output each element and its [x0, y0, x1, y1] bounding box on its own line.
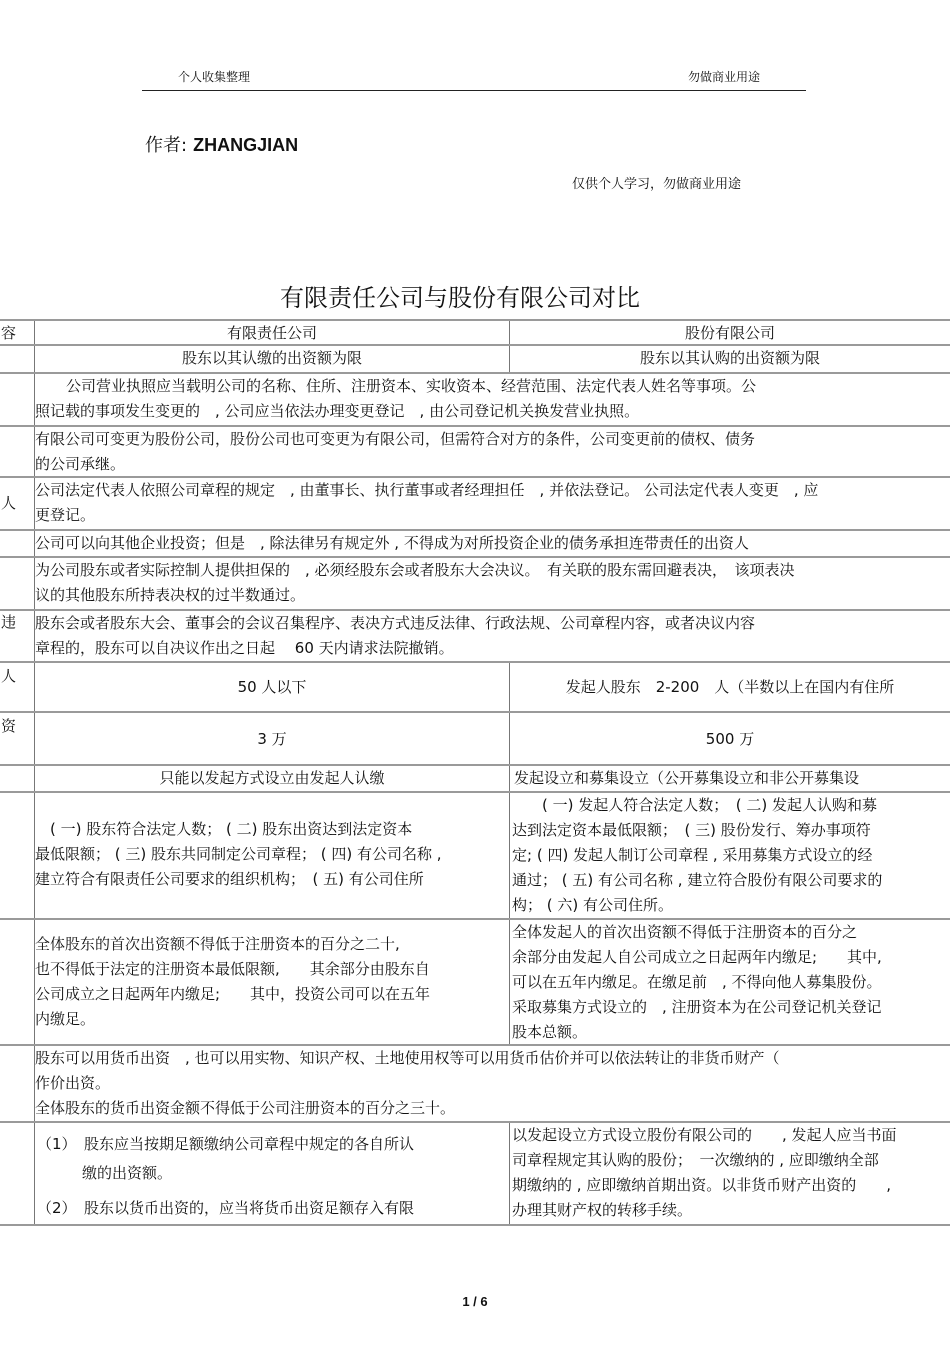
- author-line: [145, 131, 298, 157]
- table-row: [0, 920, 950, 1046]
- cell-limited-line: （2） 股东以货币出资的，应当将货币出资足额存入有限: [37, 1199, 415, 1217]
- cell-stock: 500 万: [705, 730, 755, 748]
- merged-cell-line: 为公司股东或者实际控制人提供担保的 , 必须经股东会或者股东大会决议。 有关联的股东需回避表决， 该项表决: [35, 561, 795, 579]
- cell-stock: 股东以其认购的出资额为限: [639, 349, 820, 367]
- merged-cell-line: 的公司承继。: [35, 455, 126, 473]
- page-number: 1 / 6: [462, 1294, 488, 1309]
- row-label: 资: [1, 717, 17, 735]
- table-row: [0, 1123, 950, 1226]
- cell-stock: 发起设立和募集设立（公开募集设立和非公开募集设: [514, 769, 860, 787]
- cell-stock-line: 可以在五年内缴足。在缴足前 , 不得向他人募集股份。: [512, 973, 882, 991]
- author-name: ZHANGJIAN: [193, 135, 299, 155]
- cell-limited-line: 也不得低于法定的注册资本最低限额, 其余部分由股东自: [35, 960, 430, 978]
- cell-stock-line: 期缴纳的 , 应即缴纳首期出资。以非货币财产出资的 ,: [512, 1176, 892, 1194]
- cell-limited: 50 人以下: [237, 678, 307, 696]
- row-label: 人: [1, 667, 17, 685]
- merged-cell-line: 章程的，股东可以自决议作出之日起 60 天内请求法院撤销。: [35, 639, 454, 657]
- cell-limited: 3 万: [257, 730, 287, 748]
- cell-stock-line: 余部分由发起人自公司成立之日起两年内缴足; 其中,: [512, 948, 882, 966]
- table-row: [0, 611, 950, 663]
- merged-cell-line: 公司营业执照应当载明公司的名称、住所、注册资本、实收资本、经营范围、法定代表人姓名等事项。公: [66, 377, 757, 395]
- table-row: [0, 663, 950, 713]
- merged-cell-line: 公司可以向其他企业投资；但是 , 除法律另有规定外 , 不得成为对所投资企业的债务承担连带责任的出资人: [35, 534, 749, 552]
- cell-stock-line: ( 一) 发起人符合法定人数； ( 二) 发起人认购和募: [512, 796, 877, 814]
- cell-limited-line: 最低限额； ( 三) 股东共同制定公司章程； ( 四) 有公司名称 ,: [35, 845, 442, 863]
- cell-limited-line: 全体股东的首次出资额不得低于注册资本的百分之二十,: [35, 935, 400, 953]
- merged-cell-line: 公司法定代表人依照公司章程的规定 , 由董事长、执行董事或者经理担任 , 并依法登记。 公司法定代表人变更 , 应: [35, 481, 819, 499]
- cell-stock: 发起人股东 2-200 人（半数以上在国内有住所: [565, 678, 895, 696]
- cell-stock-line: 构； ( 六) 有公司住所。: [512, 896, 674, 914]
- row-label: 容: [1, 324, 17, 342]
- table-row: [0, 1046, 950, 1123]
- cell-stock-line: 股本总额。: [512, 1023, 588, 1041]
- cell-stock-line: 司章程规定其认购的股份； 一次缴纳的 , 应即缴纳全部: [512, 1151, 879, 1169]
- table-row: [0, 427, 950, 478]
- cell-limited-line: 建立符合有限责任公司要求的组织机构； ( 五) 有公司住所: [35, 870, 424, 888]
- table-row: [0, 531, 950, 558]
- cell-limited-line: （1） 股东应当按期足额缴纳公司章程中规定的各自所认: [37, 1135, 415, 1153]
- cell-stock-line: 办理其财产权的转移手续。: [512, 1201, 693, 1219]
- col-header-stock: 股份有限公司: [684, 324, 775, 342]
- row-label: 违: [1, 613, 17, 631]
- cell-stock-line: 通过； ( 五) 有公司名称 , 建立符合股份有限公司要求的: [512, 871, 883, 889]
- table-row: [0, 374, 950, 427]
- table-row: [0, 713, 950, 766]
- row-label: 人: [1, 494, 17, 512]
- cell-stock-line: 采取募集方式设立的 , 注册资本为在公司登记机关登记: [512, 998, 882, 1016]
- cell-stock-line: 以发起设立方式设立股份有限公司的 , 发起人应当书面: [512, 1126, 897, 1144]
- table-header-row: [0, 319, 950, 346]
- table-row: [0, 346, 950, 374]
- merged-cell-line: 作价出资。: [35, 1074, 111, 1092]
- merged-cell-line: 更登记。: [35, 506, 96, 524]
- col-header-limited: 有限责任公司: [226, 324, 317, 342]
- merged-cell-line: 照记载的事项发生变更的 , 公司应当依法办理变更登记 , 由公司登记机关换发营业执照。: [35, 402, 640, 420]
- merged-cell-line: 股东会或者股东大会、董事会的会议召集程序、表决方式违反法律、行政法规、公司章程内容，或者决议内容: [35, 614, 756, 632]
- cell-limited-line: 公司成立之日起两年内缴足; 其中，投资公司可以在五年: [35, 985, 431, 1003]
- header-right: 勿做商业用途: [688, 70, 761, 84]
- merged-cell-line: 股东可以用货币出资 , 也可以用实物、知识产权、土地使用权等可以用货币估价并可以依法转让的非货币财产（: [35, 1049, 780, 1067]
- cell-limited-line: ( 一) 股东符合法定人数； ( 二) 股东出资达到法定资本: [35, 820, 413, 838]
- cell-limited: 股东以其认缴的出资额为限: [181, 349, 362, 367]
- cell-stock-line: 达到法定资本最低限额； ( 三) 股份发行、筹办事项符: [512, 821, 871, 839]
- header-left: 个人收集整理: [178, 70, 251, 84]
- merged-cell-line: 议的其他股东所持表决权的过半数通过。: [35, 586, 306, 604]
- cell-stock-line: 全体发起人的首次出资额不得低于注册资本的百分之: [512, 923, 858, 941]
- table-row: [0, 766, 950, 793]
- cell-limited-line: 内缴足。: [35, 1010, 96, 1028]
- usage-note: 仅供个人学习，勿做商业用途: [572, 177, 742, 192]
- cell-stock-line: 定; ( 四) 发起人制订公司章程 , 采用募集方式设立的经: [512, 846, 873, 864]
- cell-limited-line: 缴的出资额。: [37, 1164, 173, 1182]
- header-rule: [142, 90, 806, 91]
- merged-cell-line: 全体股东的货币出资金额不得低于公司注册资本的百分之三十。: [35, 1099, 456, 1117]
- table-row: [0, 478, 950, 531]
- table-row: [0, 793, 950, 920]
- author-label: 作者:: [145, 135, 188, 156]
- table-row: [0, 558, 950, 611]
- merged-cell-line: 有限公司可变更为股份公司，股份公司也可变更为有限公司，但需符合对方的条件，公司变更前的债权、债务: [35, 430, 756, 448]
- page-title: 有限责任公司与股份有限公司对比: [280, 284, 640, 312]
- cell-limited: 只能以发起方式设立由发起人认缴: [159, 769, 385, 787]
